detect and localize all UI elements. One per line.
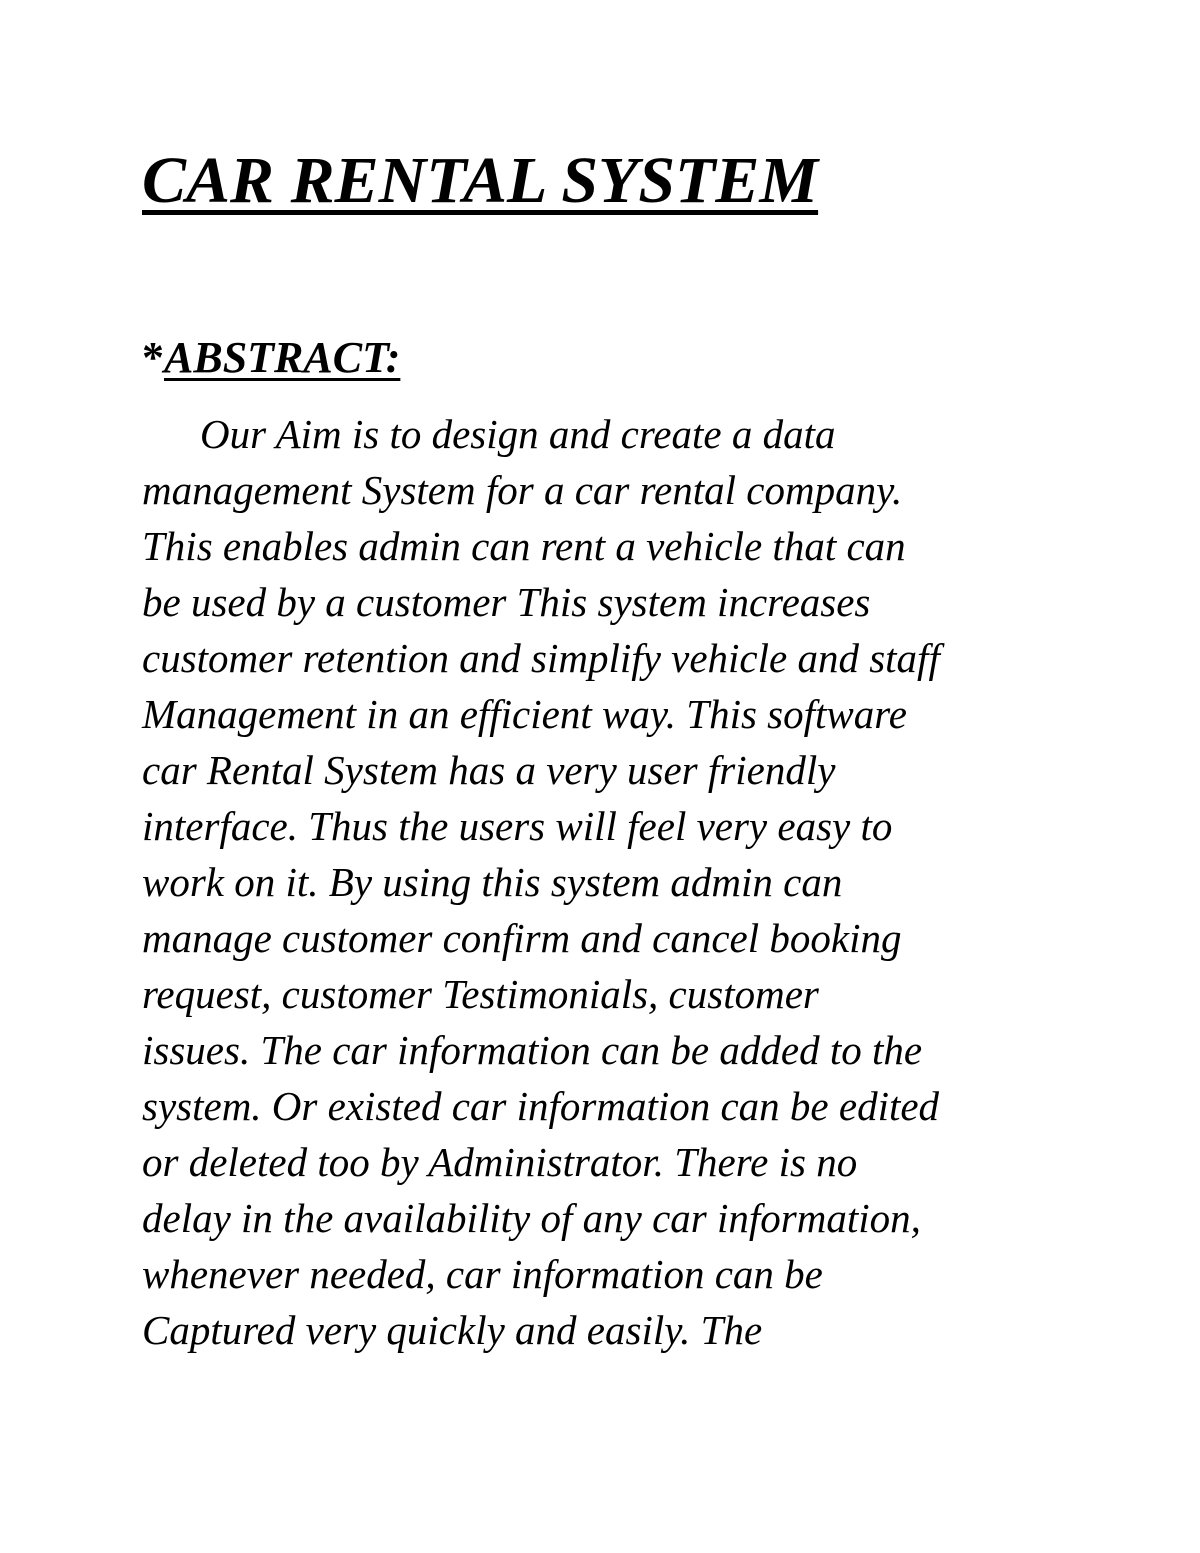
paragraph-line: or deleted too by Administrator. There is no: [142, 1139, 858, 1185]
abstract-paragraph: [142, 406, 1102, 1358]
paragraph-line: whenever needed, car information can be: [142, 1251, 823, 1297]
paragraph-line: delay in the availability of any car information,: [142, 1195, 921, 1241]
document-title-text: CAR RENTAL SYSTEM: [142, 144, 819, 217]
paragraph-line: request, customer Testimonials, customer: [142, 971, 819, 1017]
paragraph-line: system. Or existed car information can be edited: [142, 1083, 940, 1129]
paragraph-line: management System for a car rental company.: [142, 467, 903, 513]
paragraph-line: interface. Thus the users will feel very easy to: [142, 803, 893, 849]
paragraph-line: Management in an efficient way. This software: [142, 691, 907, 737]
paragraph-line: be used by a customer This system increases: [142, 579, 871, 625]
paragraph-line: car Rental System has a very user friendly: [142, 747, 836, 793]
paragraph-line: customer retention and simplify vehicle and staff: [142, 635, 940, 681]
paragraph-line: work on it. By using this system admin can: [142, 859, 843, 905]
section-heading: [142, 328, 400, 388]
paragraph-line: This enables admin can rent a vehicle that can: [142, 523, 906, 569]
paragraph-line: Our Aim is to design and create a data: [200, 411, 836, 457]
paragraph-line: Captured very quickly and easily. The: [142, 1307, 763, 1353]
section-heading-label: ABSTRACT:: [164, 333, 401, 382]
section-heading-prefix: *: [142, 333, 164, 382]
paragraph-line: issues. The car information can be added to the: [142, 1027, 923, 1073]
document-title: [142, 138, 818, 224]
paragraph-line: manage customer confirm and cancel booking: [142, 915, 902, 961]
